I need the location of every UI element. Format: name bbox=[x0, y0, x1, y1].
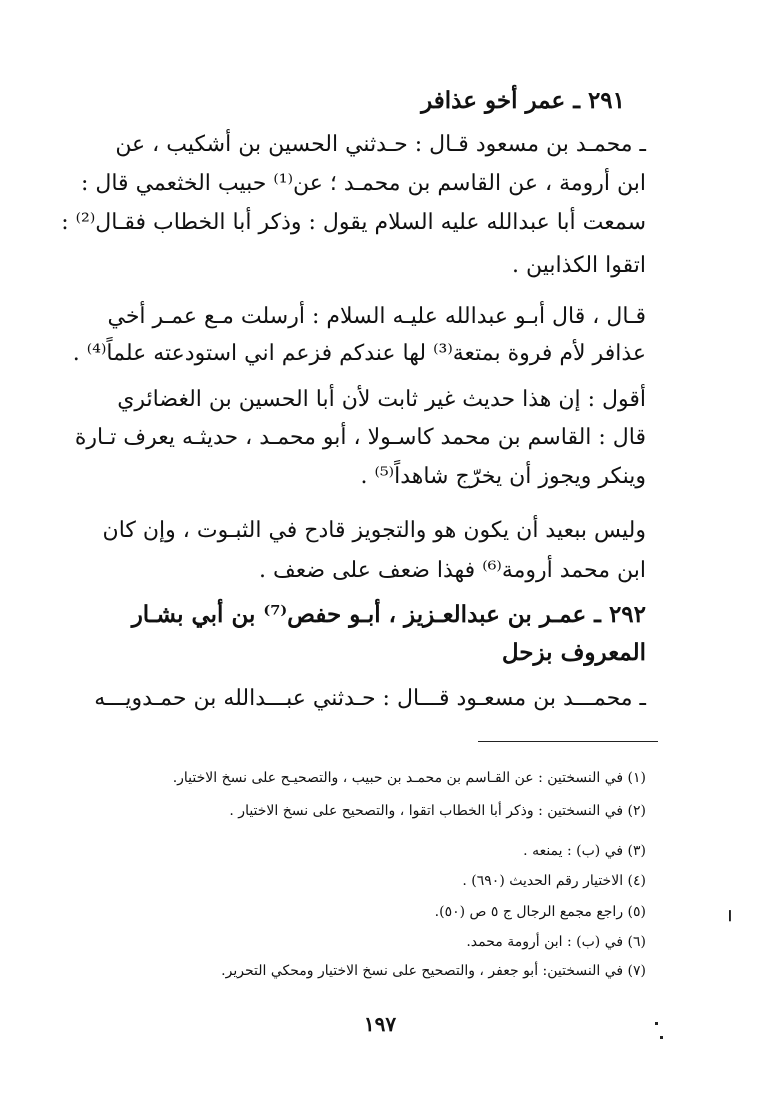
footnote-4: (٤) الاختيار رقم الحديث (٦٩٠) . bbox=[462, 873, 646, 889]
entry-291-para-1-line-1: ـ محمـد بن مسعود قـال : حـدثني الحسين بن أشكيب ، عن bbox=[115, 132, 646, 157]
entry-292-heading-line-1: ٢٩٢ ـ عمـر بن عبدالعـزيز ، أبـو حفص⁽⁷⁾ بن أبي بشـار bbox=[131, 601, 646, 628]
margin-mark: ا bbox=[728, 909, 732, 925]
entry-291-para-1-line-4: اتقوا الكذابين . bbox=[512, 253, 646, 278]
entry-291-para-1-line-3: سمعت أبا عبدالله عليه السلام يقول : وذكر أبا الخطاب فقـال⁽²⁾ : bbox=[61, 210, 646, 235]
footnote-7: (٧) في النسختين: أبو جعفر ، والتصحيح على نسخ الاختيار ومحكي التحرير. bbox=[221, 963, 646, 979]
entry-291-para-3-line-3: وينكر ويجوز أن يخرّج شاهداً⁽⁵⁾ . bbox=[360, 464, 646, 489]
print-speck bbox=[660, 1036, 663, 1039]
entry-292-heading-line-2: المعروف بزحل bbox=[501, 639, 646, 666]
footnote-separator bbox=[478, 741, 658, 742]
entry-291-para-3-line-2: قال : القاسم بن محمد كاسـولا ، أبو محمـد ، حديثـه يعرف تـارة bbox=[74, 425, 646, 450]
entry-291-heading: ٢٩١ ـ عمر أخو عذافر bbox=[421, 87, 625, 114]
entry-291-para-2-line-2: عذافر لأم فروة بمتعة⁽³⁾ لها عندكم فزعم اني استودعته علماً⁽⁴⁾ . bbox=[72, 341, 646, 366]
print-speck bbox=[655, 1022, 658, 1025]
entry-291-para-2-line-1: قـال ، قال أبـو عبدالله عليـه السلام : أرسلت مـع عمـر أخي bbox=[107, 304, 646, 329]
entry-291-para-3-line-1: أقول : إن هذا حديث غير ثابت لأن أبا الحسين بن الغضائري bbox=[117, 387, 646, 412]
footnote-2: (٢) في النسختين : وذكر أبا الخطاب اتقوا ، والتصحيح على نسخ الاختيار . bbox=[229, 803, 646, 819]
entry-292-para-1-line-1: ـ محمـــد بن مسعـود قـــال : حـدثني عبـــدالله بن حمـدويـــه bbox=[94, 686, 646, 711]
entry-291-para-1-line-2: ابن أرومة ، عن القاسم بن محمـد ؛ عن⁽¹⁾ حبيب الخثعمي قال : bbox=[80, 171, 646, 196]
entry-291-para-4-line-1: وليس ببعيد أن يكون هو والتجويز قادح في الثبـوت ، وإن كان bbox=[102, 518, 646, 543]
footnote-5: (٥) راجع مجمع الرجال ج ٥ ص (٥٠). bbox=[434, 904, 646, 920]
footnote-3: (٣) في (ب) : يمنعه . bbox=[523, 843, 646, 859]
page-number: ١٩٧ bbox=[363, 1012, 397, 1036]
footnote-6: (٦) في (ب) : ابن أرومة محمد. bbox=[466, 934, 646, 950]
entry-291-para-4-line-2: ابن محمد أرومة⁽⁶⁾ فهذا ضعف على ضعف . bbox=[259, 558, 646, 583]
footnote-1: (١) في النسختين : عن القـاسم بن محمـد بن حبيب ، والتصحيـح على نسخ الاختيار. bbox=[172, 770, 646, 786]
